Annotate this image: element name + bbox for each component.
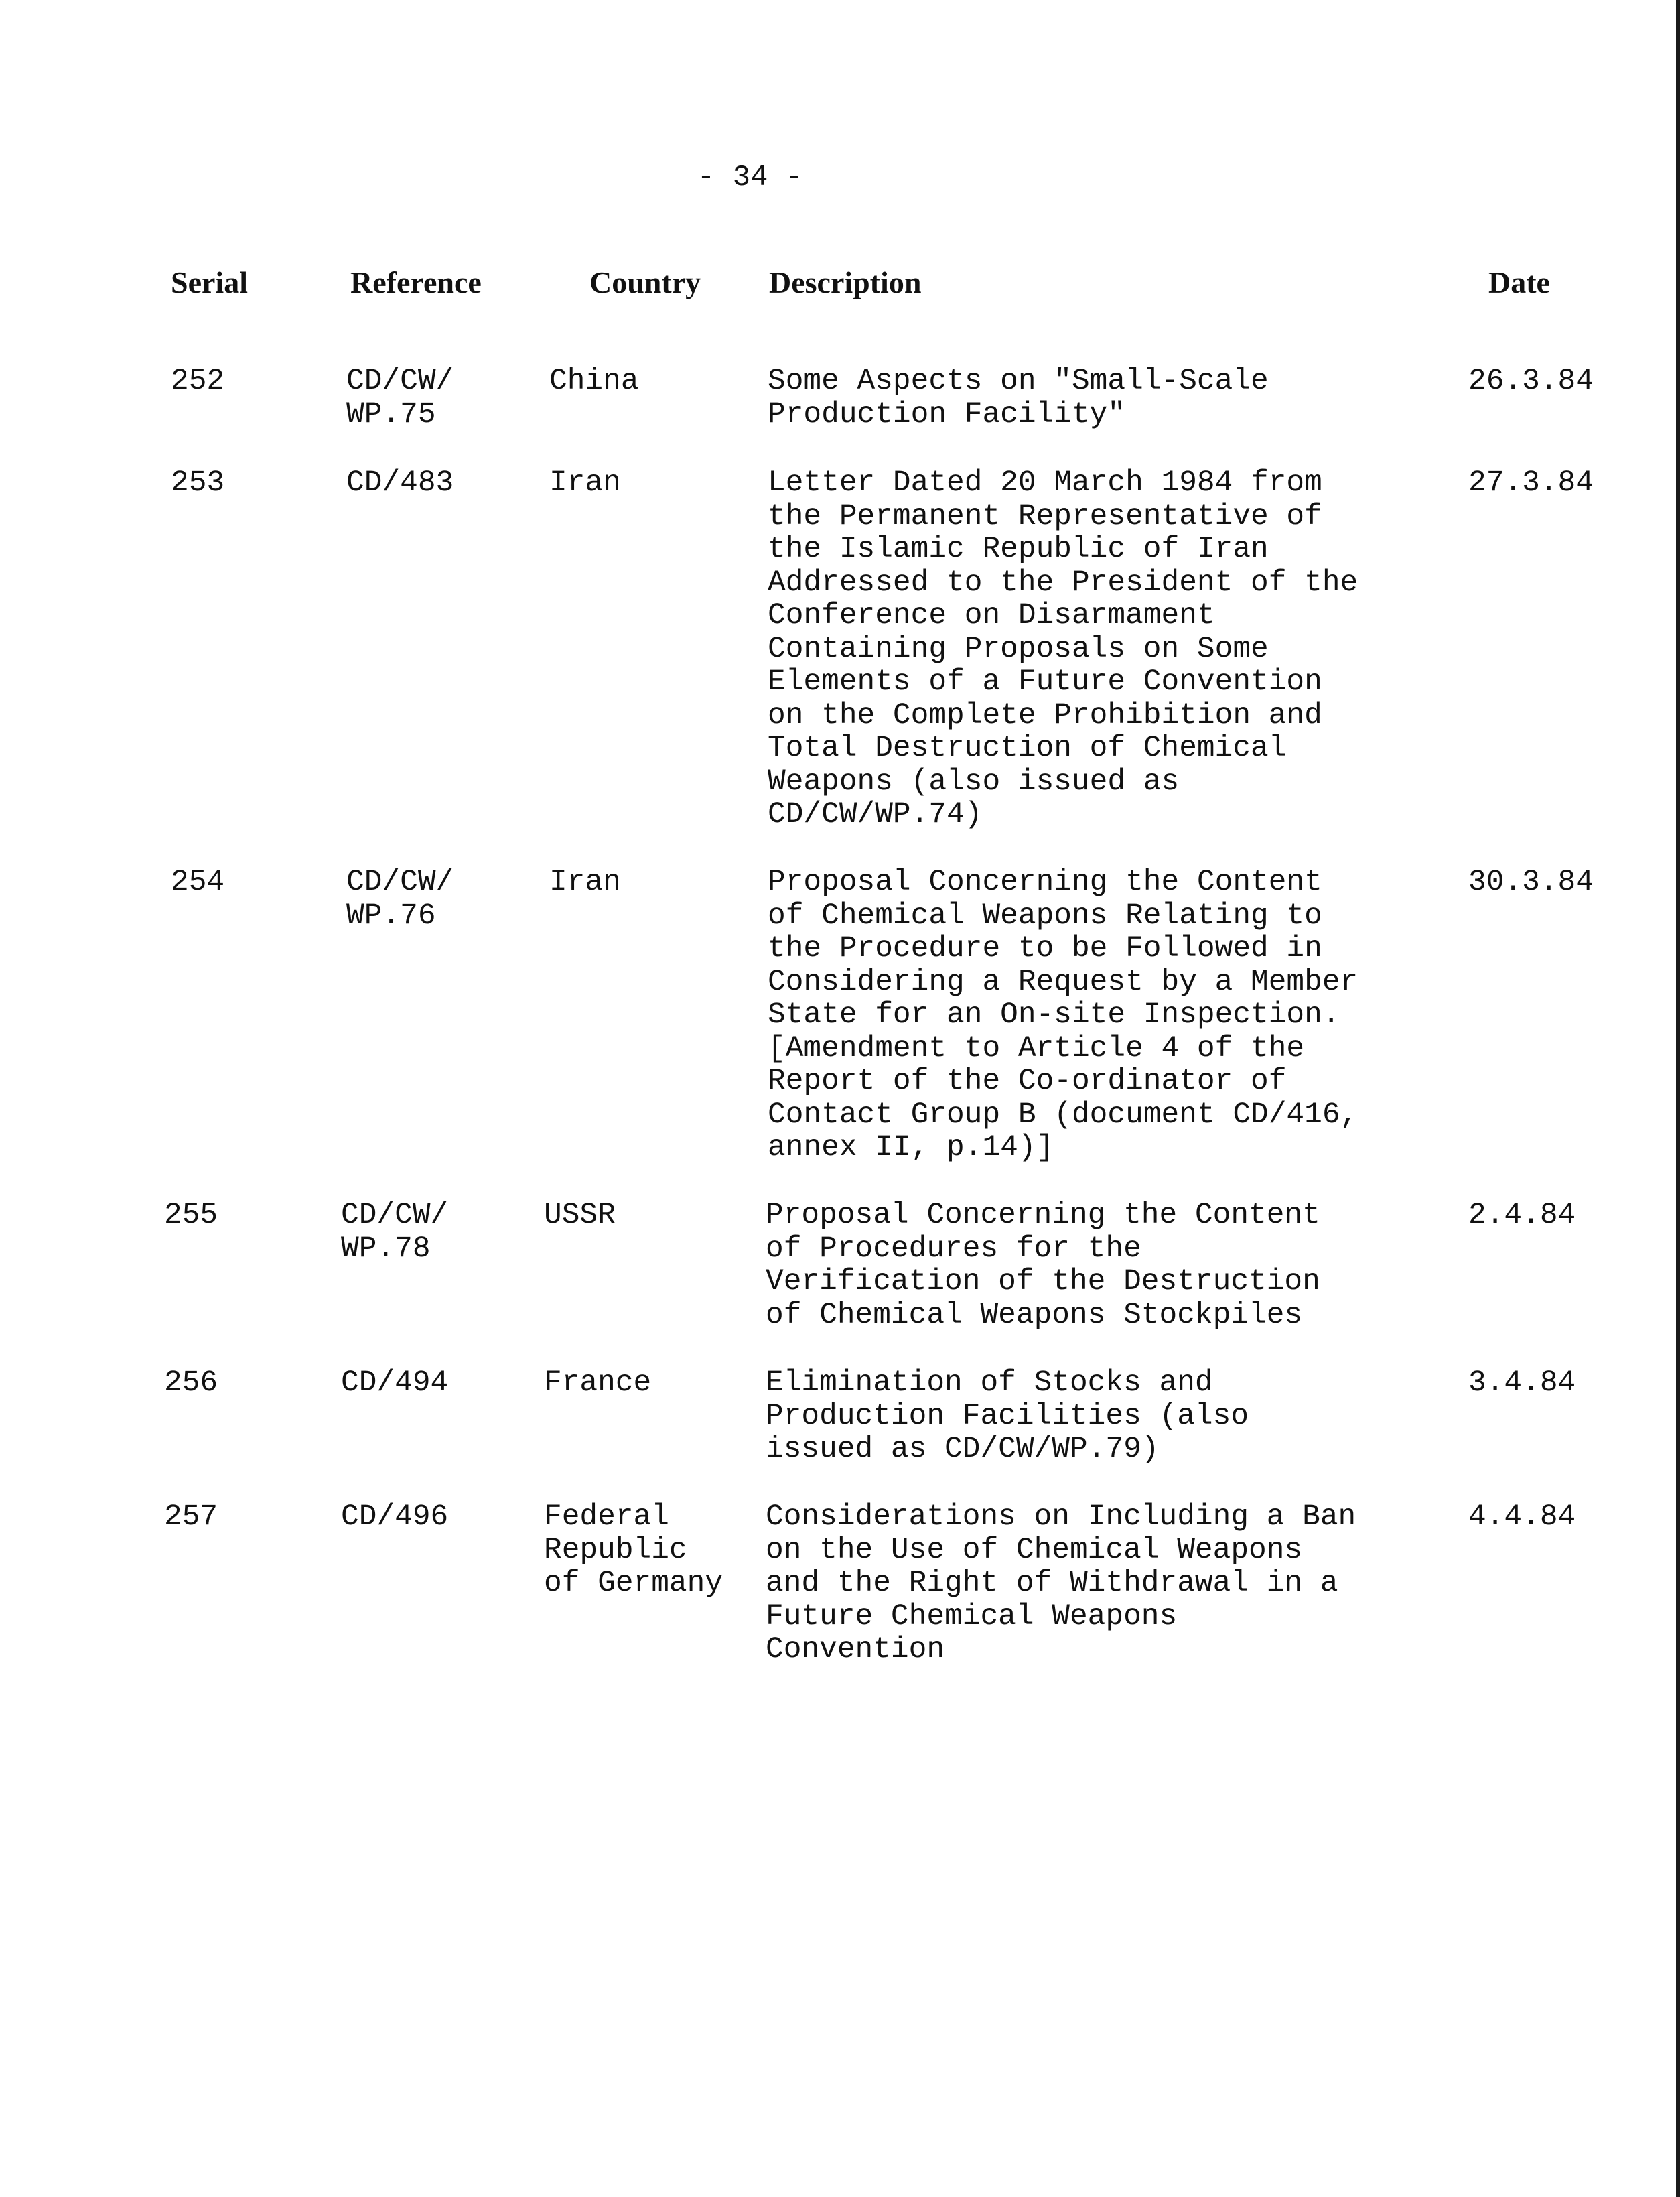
cell-serial: 252	[171, 364, 225, 398]
header-country: Country	[589, 265, 701, 299]
cell-country: China	[549, 364, 639, 398]
cell-date: 26.3.84	[1468, 364, 1594, 398]
cell-description: Considerations on Including a Ban on the Use of Chemical Weapons and the Right of Withdrawal in a Future Chemical Weapons Convention	[766, 1500, 1356, 1666]
cell-description: Proposal Concerning the Content of Procedures for the Verification of the Destruction of Chemical Weapons Stockpiles	[766, 1199, 1320, 1332]
cell-date: 3.4.84	[1468, 1366, 1576, 1400]
cell-serial: 257	[164, 1500, 218, 1534]
page-right-edge	[1676, 0, 1680, 2197]
cell-description: Elimination of Stocks and Production Facilities (also issued as CD/CW/WP.79)	[766, 1366, 1249, 1466]
cell-country: Iran	[549, 866, 621, 899]
cell-reference: CD/483	[346, 466, 454, 500]
cell-serial: 256	[164, 1366, 218, 1400]
cell-reference: CD/CW/ WP.76	[346, 866, 454, 933]
cell-country: France	[544, 1366, 652, 1400]
cell-country: Iran	[549, 466, 621, 500]
cell-serial: 253	[171, 466, 225, 500]
cell-description: Letter Dated 20 March 1984 from the Permanent Representative of the Islamic Republic of Iran Addressed to the President of the Conference on Disarmament Containing Proposals on Some Elements of a Future Convention on the Complete Prohibition and Total Destruction of Chemical Weapons (also issued as CD/CW/WP.74)	[768, 466, 1358, 831]
cell-description: Some Aspects on "Small-Scale Production Facility"	[768, 364, 1269, 431]
cell-reference: CD/494	[341, 1366, 449, 1400]
cell-country: Federal Republic of Germany	[544, 1500, 723, 1600]
cell-description: Proposal Concerning the Content of Chemical Weapons Relating to the Procedure to be Followed in Considering a Request by a Member State for an On-site Inspection. [Amendment to Article 4 of the Report of the Co-ordinator of Contact Group B (document CD/416, annex II, p.14)]	[768, 866, 1358, 1164]
header-serial: Serial	[171, 265, 248, 299]
header-date: Date	[1488, 265, 1550, 299]
cell-serial: 254	[171, 866, 225, 899]
cell-date: 27.3.84	[1468, 466, 1594, 500]
cell-serial: 255	[164, 1199, 218, 1232]
cell-country: USSR	[544, 1199, 616, 1232]
cell-reference: CD/CW/ WP.75	[346, 364, 454, 431]
page-number: - 34 -	[697, 161, 804, 194]
cell-date: 2.4.84	[1468, 1199, 1576, 1232]
cell-reference: CD/496	[341, 1500, 449, 1534]
cell-reference: CD/CW/ WP.78	[341, 1199, 449, 1266]
cell-date: 30.3.84	[1468, 866, 1594, 899]
header-reference: Reference	[350, 265, 482, 299]
cell-date: 4.4.84	[1468, 1500, 1576, 1534]
header-description: Description	[769, 265, 922, 299]
